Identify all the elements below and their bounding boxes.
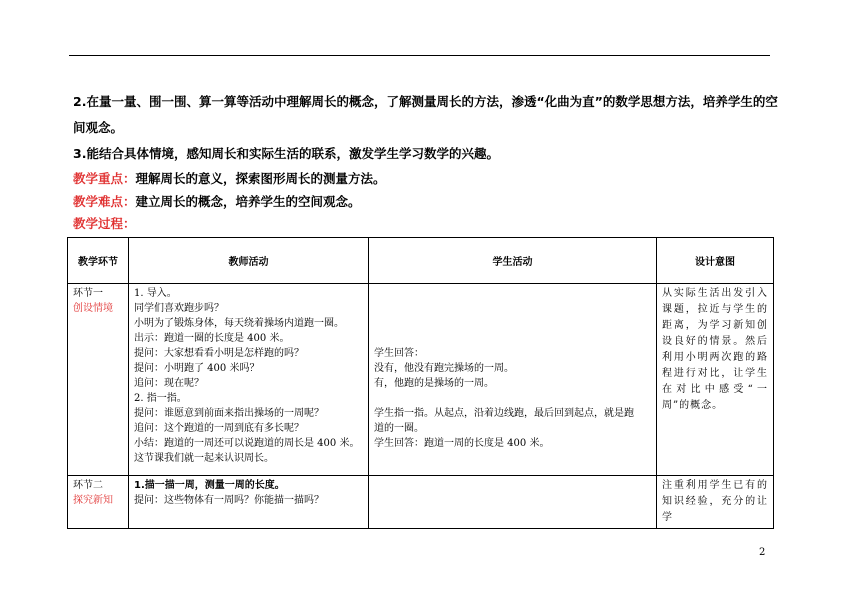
difficulty-text: 建立周长的概念，培养学生的空间观念。	[135, 194, 361, 209]
design-intent-cell	[657, 284, 774, 476]
header-rule	[69, 55, 770, 56]
process-title: 教学过程：	[73, 216, 136, 231]
teacher-line: 小明为了锻炼身体，每天绕着操场内道跑一圈。	[134, 318, 344, 329]
teacher-line: 出示：跑道一圈的长度是 400 米。	[134, 333, 290, 344]
teacher-activity-cell	[129, 284, 369, 476]
teacher-line: 1. 导入。	[134, 288, 177, 299]
objective-2-line-1: 2.在量一量、围一围、算一算等活动中理解周长的概念，了解测量周长的方法，渗透“化曲为直”的数学思想方法，培养学生的空	[73, 94, 778, 109]
objective-2-line-2: 间观念。	[73, 120, 124, 135]
teacher-line: 提问：谁愿意到前面来指出操场的一周呢？	[134, 408, 324, 419]
header-stage: 教学环节	[68, 238, 129, 284]
header-teacher: 教师活动	[129, 238, 369, 284]
student-line: 有，他跑的是操场的一周。	[374, 378, 494, 389]
difficulty-label: 教学难点：	[73, 194, 136, 209]
student-line: 学生回答：跑道一周的长度是 400 米。	[374, 438, 550, 449]
page-number: 2	[759, 547, 766, 558]
header-student: 学生活动	[369, 238, 657, 284]
student-spacer	[374, 391, 651, 406]
student-activity-cell	[369, 476, 657, 529]
student-line: 道的一圈。	[374, 423, 424, 434]
table-row	[68, 476, 774, 529]
student-line: 学生回答：	[374, 348, 424, 359]
design-intent-text: 从实际生活出发引入课题，拉近与学生的距离，为学习新知创设良好的情景。然后利用小明两次跑的路程进行对比，让学生在对比中感受“一周”的概念。	[662, 288, 768, 411]
design-intent-cell	[657, 476, 774, 529]
header-intent: 设计意图	[657, 238, 774, 284]
stage-number: 环节二	[73, 480, 103, 491]
teacher-line: 追问：现在呢？	[134, 378, 204, 389]
lesson-plan-table	[67, 237, 774, 529]
stage-cell	[68, 284, 129, 476]
design-intent-text: 注重利用学生已有的知识经验，充分的让学	[662, 480, 768, 523]
teacher-line: 这节课我们就一起来认识周长。	[134, 453, 274, 464]
stage-number: 环节一	[73, 288, 103, 299]
stage-name: 创设情境	[73, 303, 113, 314]
teacher-line: 提问：大家想看看小明是怎样跑的吗？	[134, 348, 304, 359]
table-row	[68, 284, 774, 476]
key-point-label: 教学重点：	[73, 171, 136, 186]
teacher-line: 提问：小明跑了 400 米吗？	[134, 363, 260, 374]
student-line: 学生指一指。从起点，沿着边线跑，最后回到起点，就是跑	[374, 408, 634, 419]
teacher-line: 同学们喜欢跑步吗？	[134, 303, 224, 314]
teacher-line: 追问：这个跑道的一周到底有多长呢？	[134, 423, 304, 434]
student-line: 没有，他没有跑完操场的一周。	[374, 363, 514, 374]
key-point	[73, 171, 386, 187]
table-header-row	[68, 238, 774, 284]
difficulty	[73, 194, 361, 210]
stage-name: 探究新知	[73, 495, 113, 506]
student-activity-cell	[369, 284, 657, 476]
teacher-line: 2. 指一指。	[134, 393, 187, 404]
objective-3: 3.能结合具体情境，感知周长和实际生活的联系，激发学生学习数学的兴趣。	[73, 146, 499, 161]
teacher-heading: 1.描一描一周，测量一周的长度。	[134, 480, 285, 491]
teacher-line: 提问：这些物体有一周吗？你能描一描吗？	[134, 495, 324, 506]
stage-cell	[68, 476, 129, 529]
key-point-text: 理解周长的意义，探索图形周长的测量方法。	[135, 171, 386, 186]
teacher-activity-cell	[129, 476, 369, 529]
teacher-line: 小结：跑道的一周还可以说跑道的周长是 400 米。	[134, 438, 360, 449]
